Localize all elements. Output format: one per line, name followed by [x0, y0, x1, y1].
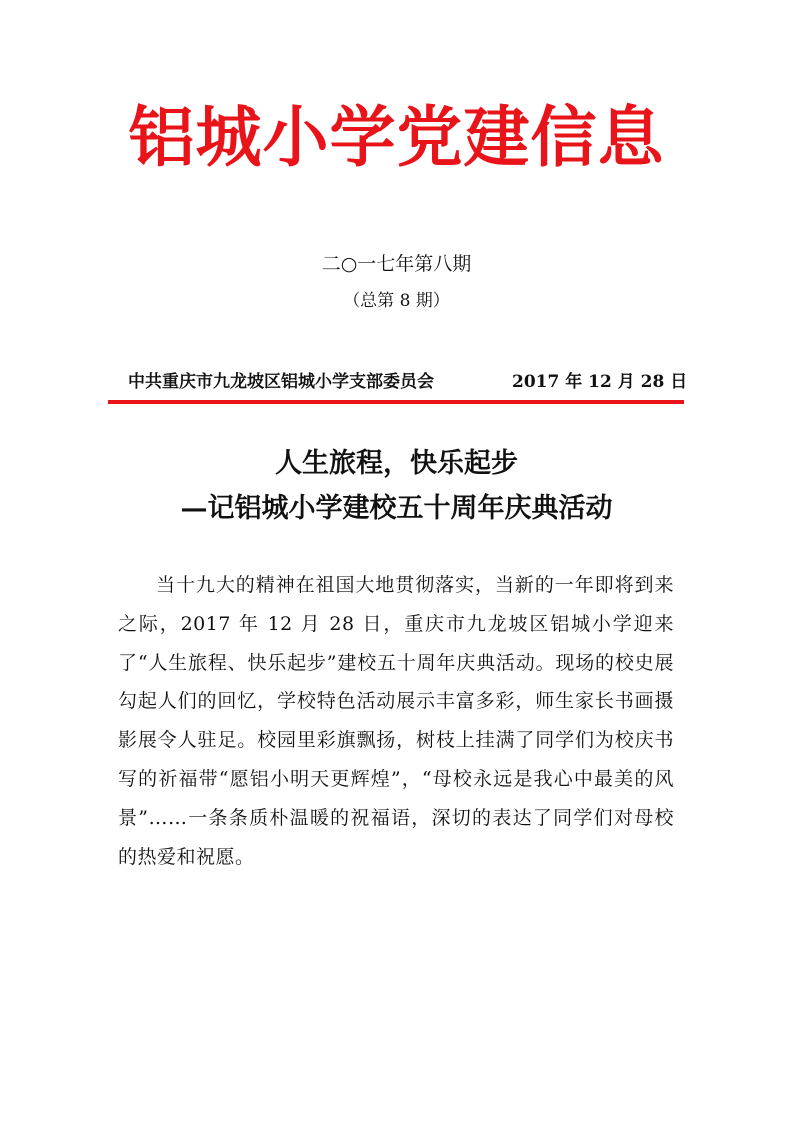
issue-date: 2017 年 12 月 28 日	[512, 372, 688, 392]
issue-number: 二○一七年第八期	[321, 253, 472, 275]
article-body: 当十九大的精神在祖国大地贯彻落实，当新的一年即将到来之际，2017 年 12 月 28 日，重庆市九龙坡区铝城小学迎来了“人生旅程、快乐起步”建校五十周年庆典活动。现场的校史展勾起人们的回忆，学校特色活动展示丰富多彩，师生家长书画摄影展令人驻足。校园里彩旗飘扬，树枝上挂满了同学们为校庆书写的祈福带“愿铝小明天更辉煌”，“母校永远是我心中最美的风景”……一条条质朴温暖的祝福语，深切的表达了同学们对母校的热爱和祝愿。	[118, 574, 674, 868]
article-subtitle: —记铝城小学建校五十周年庆典活动	[180, 493, 613, 524]
article-title: 人生旅程，快乐起步	[275, 448, 518, 479]
issue-total-number: （总第 8 期）	[343, 291, 450, 311]
masthead-title: 铝城小学党建信息	[128, 98, 665, 176]
issuing-organization: 中共重庆市九龙坡区铝城小学支部委员会	[128, 372, 434, 392]
red-divider-rule	[108, 400, 684, 404]
